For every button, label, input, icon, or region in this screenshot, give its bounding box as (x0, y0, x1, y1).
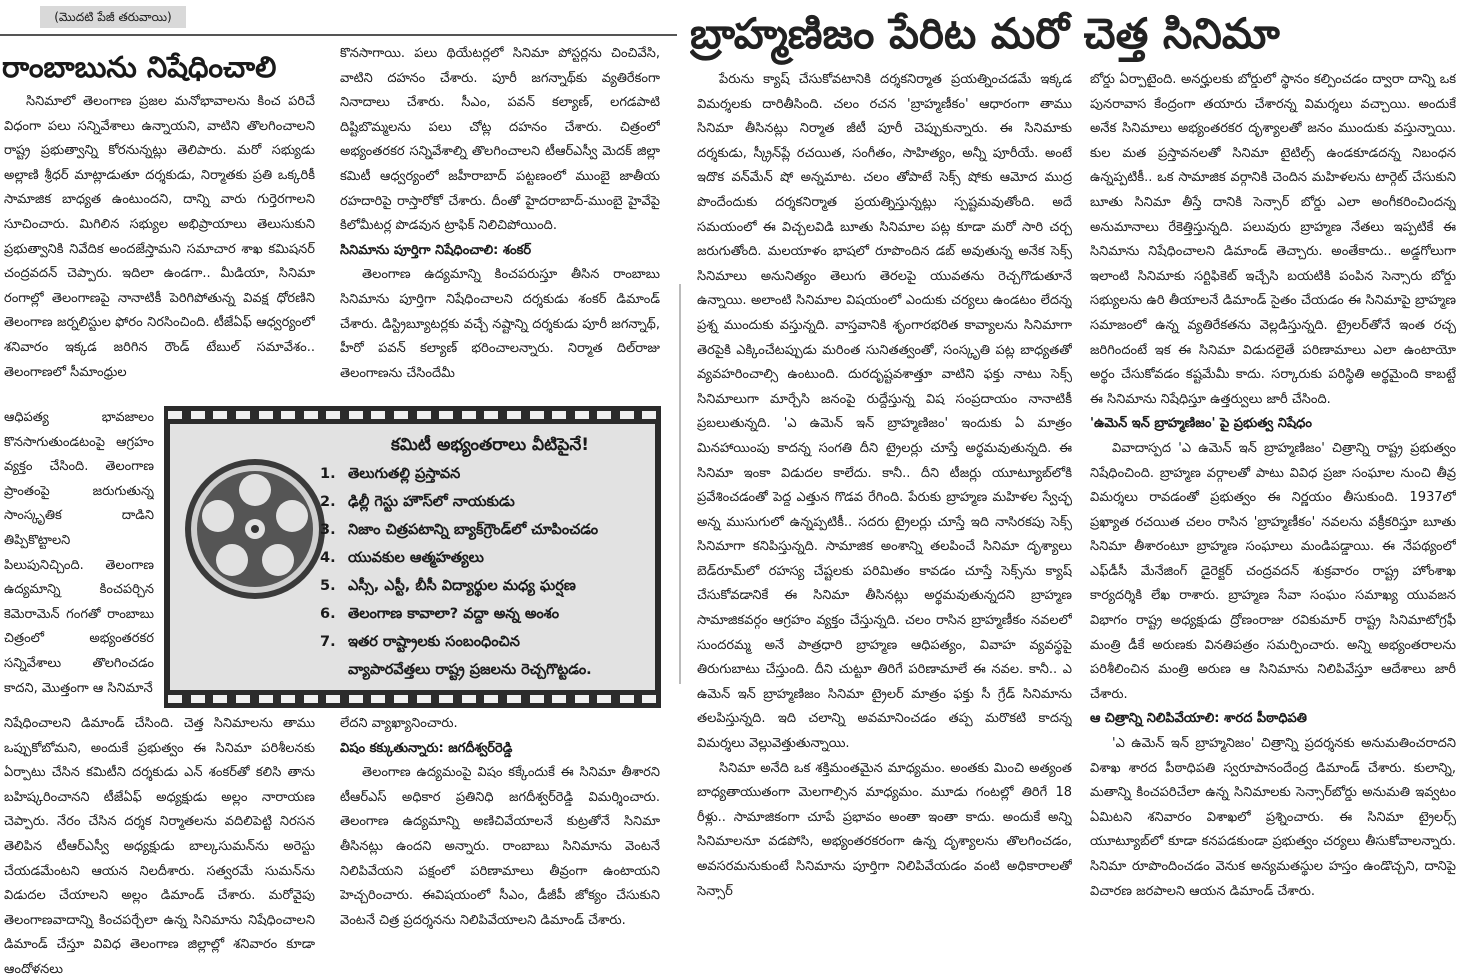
objection-item: 2. ఢిల్లీ గెస్టు హౌస్‌లో నాయకుడు (320, 494, 515, 510)
main-article-paragraph: బోర్డు ఏర్పాటైంది. అనర్హులకు బోర్డులో స్థానం కల్పించడం ద్వారా దాన్ని ఒక పునరావాస కేంద్రంగా తయారు చేశారన్న విమర్శలు వచ్చాయి. అందుకే అనేక సినిమాలు అభ్యంతరకర దృశ్యాలతో జనం ముందుకు వస్తున్నాయి. కుల మత ప్రస్తావనలతో సినిమా టైటిల్స్ ఉండకూడదన్న నిబంధన ఉన్నప్పటికీ.. ఒక సామాజిక వర్గానికి చెందిన మహిళలను టార్గెట్ చేసుకుని బూతు సినిమా తీస్తే దానికి సెన్సార్ బోర్డు ఎలా అంగీకరించిందన్న అనుమానాలు రేకెత్తిస్తున్నది. పలువురు బ్రాహ్మణ నేతలు ఇప్పటికే ఈ సినిమాను నిషేధించాలని డిమాండ్ తెచ్చారు. అంతేకాదు.. అడ్డగోలుగా ఇలాంటి సినిమాకు సర్టిఫికెట్ ఇచ్చేసి బయటికి పంపిన సెన్సారు బోర్డు సభ్యులను ఉరి తీయాలనే డిమాండ్ సైతం చేయడం ఈ సినిమాపై బ్రాహ్మణ సమాజంలో ఉన్న వ్యతిరేకతను వెల్లడిస్తున్నది. ట్రైలర్‌తోనే ఇంత రచ్చ జరిగిందంటే ఇక ఈ సినిమా విడుదలైతే పరిణామాలు ఎలా ఉంటాయో అర్థం చేసుకోవడం కష్టమేమీ కాదు. సర్కారుకు పరిస్థితి అర్థమైంది కాబట్టే ఈ సినిమాను నిషేధిస్తూ ఉత్తర్వులు జారీ చేసింది. (1090, 72, 1456, 407)
left-article-column-2-lower (340, 712, 660, 976)
main-article-paragraph: సినిమా అనేది ఒక శక్తిమంతమైన మాధ్యమం. అంతకు మించి అత్యంత బాధ్యతాయుతంగా మెలగాల్సిన మాధ్యమం. మూడు గంటల్లో తిరిగే 18 రీళ్లు.. సామాజికంగా చూపే ప్రభావం అంతా ఇంతా కాదు. అందుకే అన్ని సినిమాలనూ వడపోసి, అభ్యంతరకరంగా ఉన్న దృశ్యాలను తొలగించడం, అవసరమనుకుంటే సినిమాను పూర్తిగా నిలిపివేయడం వంటి అధికారాలతో సెన్సార్ (697, 760, 1072, 899)
left-article-paragraph: ఆధిపత్య భావజాలం కొనసాగుతుండటంపై ఆగ్రహం వ్యక్తం చేసింది. తెలంగాణ ప్రాంతంపై జరుగుతున్న సాంస్కృతిక దాడిని తిప్పికొట్టాలని పిలుపునిచ్చింది. తెలంగాణ ఉద్యమాన్ని కించపర్చిన కెమెరామెన్ గంగతో రాంబాబు చిత్రంలో అభ్యంతరకర సన్నివేశాలు తొలగించడం కాదని, మొత్తంగా ఆ సినిమానే (4, 410, 154, 696)
film-strip-holes-top (164, 408, 661, 422)
objections-list (320, 460, 655, 684)
left-article-paragraph: తెలంగాణ ఉద్యమంపై విషం కక్కేందుకే ఈ సినిమా తీశారని టీఆర్‌ఎస్ అధికార ప్రతినిధి జగదీశ్వర్‌రెడ్డి విమర్శించారు. తెలంగాణ ఉద్యమాన్ని అణిచివేయాలనే కుట్రతోనే సినిమా తీసినట్లు ఉందని అన్నారు. రాంబాబు సినిమాను వెంటనే నిలిపివేయని పక్షంలో పరిణామాలు తీవ్రంగా ఉంటాయని హెచ్చరించారు. ఈవిషయంలో సీఎం, డీజీపీ జోక్యం చేసుకుని వెంటనే చిత్ర ప్రదర్శనను నిలిపివేయాలని డిమాండ్ చేశారు. (340, 765, 660, 928)
subheading-sharada-peetham: ఆ చిత్రాన్ని నిలిపివేయాలి: శారద పీఠాధిపతి (1090, 711, 1307, 727)
objection-item-continued: వ్యాపారవేత్తలు రాష్ట్ర ప్రజలను రెచ్చగొట్టడం. (348, 662, 592, 678)
film-reel-icon (180, 454, 330, 604)
objection-item: 4. యువకుల ఆత్మహత్యలు (320, 550, 484, 566)
left-article-column-1-lower (4, 712, 315, 976)
film-strip-holes-bottom (164, 692, 661, 706)
subheading-government-ban: 'ఉమెన్ ఇన్ బ్రాహ్మణిజం' పై ప్రభుత్వ నిషేధం (1090, 416, 1312, 432)
left-article-paragraph: తెలంగాణ ఉద్యమాన్ని కించపరుస్తూ తీసిన రాంబాబు సినిమాను పూర్తిగా నిషేధించాలని దర్శకుడు శంకర్ డిమాండ్ చేశారు. డిస్ట్రిబ్యూటర్లకు వచ్చే నష్టాన్ని దర్శకుడు పూరీ జగన్నాథ్, హీరో పవన్ కల్యాణ్ భరించాలన్నారు. నిర్మాత దిల్‌రాజు తెలంగాణను చేసిందేమీ (340, 267, 660, 381)
continued-from-front-page-tag: (మొదటి పేజీ తరువాయి) (40, 6, 186, 28)
main-article-column-1 (697, 68, 1072, 976)
left-article-column-1 (4, 90, 315, 408)
main-article-headline: బ్రాహ్మణిజం పేరిట మరో చెత్త సినిమా (690, 9, 1280, 58)
left-article-paragraph: నిషేధించాలని డిమాండ్ చేసింది. చెత్త సినిమాలను తాము ఒప్పుకోబోమని, అందుకే ప్రభుత్వం ఈ సినిమా పరిశీలనకు ఏర్పాటు చేసిన కమిటీని దర్శకుడు ఎన్ శంకర్‌తో కలిసి తాను బహిష్కరించానని టీజేఏఫ్ అధ్యక్షుడు అల్లం నారాయణ చెప్పారు. నేరం చేసిన దర్శక నిర్మాతలను వదిలిపెట్టి నిరసన తెలిపిన టీఆర్‌ఎస్వీ అధ్యక్షుడు బాల్కసుమన్‌ను అరెస్టు చేయడమేంటని ఆయన నిలదీశారు. సత్వరమే సుమన్‌ను విడుదల చేయాలని అల్లం డిమాండ్ చేశారు. మరోవైపు తెలంగాణవాదాన్ని కించపర్చేలా ఉన్న సినిమాను నిషేధించాలని డిమాండ్ చేస్తూ వివిధ తెలంగాణ జిల్లాల్లో శనివారం కూడా ఆందోళనలు (4, 716, 315, 976)
objection-item: 6. తెలంగాణ కావాలా? వద్దా అన్న అంశం (320, 606, 560, 622)
objection-item: 7. ఇతర రాష్ట్రాలకు సంబంధించిన (320, 634, 520, 650)
objections-title: కమిటీ అభ్యంతరాలు వీటిపైనే! (390, 435, 590, 455)
main-article-paragraph: వివాదాస్పద 'ఎ ఉమెన్ ఇన్ బ్రాహ్మణిజం' చిత్రాన్ని రాష్ట్ర ప్రభుత్వం నిషేధించింది. బ్రాహ్మణ వర్గాలతో పాటు వివిధ ప్రజా సంఘాల నుంచి తీవ్ర విమర్శలు రావడంతో ప్రభుత్వం ఈ నిర్ణయం తీసుకుంది. 1937లో ప్రఖ్యాత రచయిత చలం రాసిన 'బ్రాహ్మణీకం' నవలను వక్రీకరిస్తూ బూతు సినిమా తీశారంటూ బ్రాహ్మణ సంఘాలు మండిపడ్డాయి. ఈ నేపథ్యంలో ఎఫ్‌డీసీ మేనేజింగ్ డైరెక్టర్ చంద్రవదన్ శుక్రవారం రాష్ట్ర హోంశాఖ కార్యదర్శికి లేఖ రాశారు. బ్రాహ్మణ సేవా సంఘం సమాఖ్య యువజన విభాగం రాష్ట్ర అధ్యక్షుడు ద్రోణంరాజు రవికుమార్ రాష్ట్ర సినిమాటోగ్రఫీ మంత్రి డీకే అరుణకు వినతిపత్రం సమర్పించారు. అన్ని అభ్యంతరాలను పరిశీలించిన మంత్రి అరుణ ఆ సినిమాను నిలిపివేస్తూ ఆదేశాలు జారీ చేశారు. (1090, 440, 1456, 702)
main-article-paragraph: 'ఎ ఉమెన్ ఇన్ బ్రాహ్మనిజం' చిత్రాన్ని ప్రదర్శనకు అనుమతించరాదని విశాఖ శారద పీఠాధిపతి స్వరూపానందేంద్ర డిమాండ్ చేశారు. కులాన్ని, మతాన్ని కించపరిచేలా ఉన్న సినిమాలకు సెన్సార్‌బోర్డు అనుమతి ఇవ్వటం ఏమిటని శనివారం విశాఖలో ప్రశ్నించారు. ఈ సినిమా ట్రైలర్స్ యూట్యూబ్‌లో కూడా కనపడకుండా ప్రభుత్వం చర్యలు తీసుకోవాలన్నారు. సినిమా రూపొందించడం వెనుక అన్యమతస్థుల హస్తం ఉండొచ్చని, దానిపై విచారణ జరపాలని ఆయన డిమాండ్ చేశారు. (1090, 736, 1456, 899)
subheading-jagadishwar-reddy: విషం కక్కుతున్నారు: జగదీశ్వర్‌రెడ్డి (340, 740, 513, 756)
objection-item: 3. నిజాం చిత్రపటాన్ని బ్యాక్‌గ్రౌండ్‌లో చూపించడం (320, 522, 599, 538)
main-article-paragraph: పేరును క్యాష్ చేసుకోవటానికి దర్శకనిర్మాత ప్రయత్నించడమే ఇక్కడ విమర్శలకు దారితీసింది. చలం రచన 'బ్రాహ్మణీకం' ఆధారంగా తాము సినిమా తీసినట్లు నిర్మాత జీటీ పూరీ చెప్పుకున్నారు. ఈ సినిమాకు దర్శకుడు, స్క్రీన్‌ప్లే రచయిత, సంగీతం, సాహిత్యం, అన్నీ పూరీయే. అంటే ఇదొక వన్‌మేన్ షో అన్నమాట. చలం తోపాటే సెక్స్ షోకు ఆమోద ముద్ర పొందేందుకు దర్శకనిర్మాత ప్రయత్నిస్తున్నట్లు స్పష్టమవుతోంది. అదే సమయంలో ఈ విచ్చలవిడి బూతు సినిమాల పట్ల కూడా మరో సారి చర్చ జరుగుతోంది. మలయాళం భాషలో రూపొందిన డబ్ అవుతున్న అనేక సెక్స్ సినిమాలు అనునిత్యం తెలుగు తెరలపై యువతను రెచ్చగొడుతూనే ఉన్నాయి. అలాంటి సినిమాల విషయంలో ఎందుకు చర్యలు ఉండటం లేదన్న ప్రశ్న ముందుకు వస్తున్నది. వాస్తవానికి శృంగారభరిత కావ్యాలను సినిమాగా తెరపైకి ఎక్కించేటప్పుడు మరింత సునితత్వంతో, సంస్కృతి పట్ల బాధ్యతతో వ్యవహరించాల్సి ఉంటుంది. దురదృష్టవశాత్తూ వాటిని ఫక్తు నాటు సెక్స్ సినిమాలుగా మార్చేసి జనంపై రుద్దేస్తున్న విష సంప్రదాయం నానాటికీ ప్రబలుతున్నది. 'ఎ ఉమెన్ ఇన్ బ్రాహ్మణిజం' ఇందుకు ఏ మాత్రం మినహాయింపు కాదన్న సంగతి దీని ట్రైలర్లు చూస్తే అర్థమవుతున్నది. ఈ సినిమా ఇంకా విడుదల కాలేదు. కానీ.. దీని టీజర్లు యూట్యూబ్‌లోకి ప్రవేశించడంతో పెద్ద ఎత్తున గొడవ రేగింది. పేరుకు బ్రాహ్మణ మహిళల స్వేచ్ఛ అన్న ముసుగులో ఉన్నప్పటికీ.. సదరు ట్రైలర్లు చూస్తే ఇది నాసిరకపు సెక్స్ సినిమాగా కనిపిస్తున్నది. సామాజిక అంశాన్ని తలపించే సినిమా దృశ్యాలు బెడ్‌రూమ్‌లో రహస్య చేష్టలకు పరిమితం కావడం చూస్తే సెక్స్‌ను క్యాష్ చేసుకోవడానికే ఈ సినిమా తీసినట్లు అర్థమవుతున్నదని బ్రాహ్మణ సామాజికవర్గం ఆగ్రహం వ్యక్తం చేస్తున్నది. చలం రాసిన బ్రాహ్మణీకం నవలలో సుందరమ్మ అనే పాత్రధారి బ్రాహ్మణ ఆధిపత్యం, వివాహ వ్యవస్థపై తిరుగుబాటు చేస్తుంది. దీని చుట్టూ తిరిగే పరిణామాలే ఈ నవల. కానీ.. ఎ ఉమెన్ ఇన్ బ్రాహ్మణిజం సినిమా ట్రైలర్ మాత్రం ఫక్తు సీ గ్రేడ్ సినిమాను తలపిస్తున్నది. ఇది చలాన్ని అవమానించడం తప్ప మరొకటి కాదన్న విమర్శలు వెల్లువెత్తుతున్నాయి. (697, 72, 1072, 752)
objections-panel (170, 424, 655, 690)
subheading-shankar: సినిమాను పూర్తిగా నిషేధించాలి: శంకర్ (340, 242, 532, 258)
left-article-headline: రాంబాబును నిషేధించాలి (2, 50, 277, 84)
left-article-column-2 (340, 42, 660, 402)
objection-item: 5. ఎస్సీ, ఎస్టీ, బీసీ విద్యార్థుల మధ్య ఘర్షణ (320, 578, 576, 594)
left-article-paragraph: కొనసాగాయి. పలు థియేటర్లలో సినిమా పోస్టర్లను చించివేసి, వాటిని దహనం చేశారు. పూరీ జగన్నాథ్‌కు వ్యతిరేకంగా నినాదాలు చేశారు. సీఎం, పవన్ కల్యాణ్, లగడపాటి దిష్టిబొమ్మలను పలు చోట్ల దహనం చేశారు. చిత్రంలో అభ్యంతరకర సన్నివేశాల్ని తొలగించాలని టీఆర్‌ఎస్వీ మెదక్ జిల్లా కమిటీ ఆధ్వర్యంలో జహీరాబాద్ పట్టణంలో ముంబై జాతీయ రహదారిపై రాస్తారోకో చేశారు. దీంతో హైదరాబాద్-ముంబై హైవేపై కిలోమీటర్ల పొడవున ట్రాఫిక్ నిలిచిపోయింది. (340, 46, 660, 234)
left-article-column-1-narrow (4, 406, 154, 712)
section-rule (0, 34, 677, 36)
left-article-paragraph: లేదని వ్యాఖ్యానించారు. (340, 716, 458, 731)
main-article-column-2 (1090, 68, 1456, 976)
left-article-paragraph: సినిమాలో తెలంగాణ ప్రజల మనోభావాలను కించ పరిచే విధంగా పలు సన్నివేశాలు ఉన్నాయని, వాటిని తొలగించాలని రాష్ట్ర ప్రభుత్వాన్ని కోరనున్నట్లు తెలిపారు. మరో సభ్యుడు అల్లాణి శ్రీధర్ మాట్లాడుతూ దర్శకుడు, నిర్మాతకు ప్రతి ఒక్కరికీ సామాజిక బాధ్యత ఉంటుందని, దాన్ని వారు గుర్తెరగాలని సూచించారు. మిగిలిన సభ్యుల అభిప్రాయాలు తెలుసుకుని ప్రభుత్వానికి నివేదిక అందజేస్తామని సమాచార శాఖ కమిషనర్ చంద్రవదన్ చెప్పారు. ఇదిలా ఉండగా.. మీడియా, సినిమా రంగాల్లో తెలంగాణపై నానాటికీ పెరిగిపోతున్న వివక్ష ధోరణిని తెలంగాణ జర్నలిస్టుల ఫోరం నిరసించింది. టీజేఏఫ్ ఆధ్వర్యంలో శనివారం ఇక్కడ జరిగిన రౌండ్ టేబుల్ సమావేశం.. తెలంగాణలో సీమాంధ్రుల (4, 94, 315, 380)
objection-item: 1. తెలుగుతల్లి ప్రస్తావన (320, 466, 461, 482)
column-divider (679, 284, 681, 684)
committee-objections-box (164, 406, 661, 708)
